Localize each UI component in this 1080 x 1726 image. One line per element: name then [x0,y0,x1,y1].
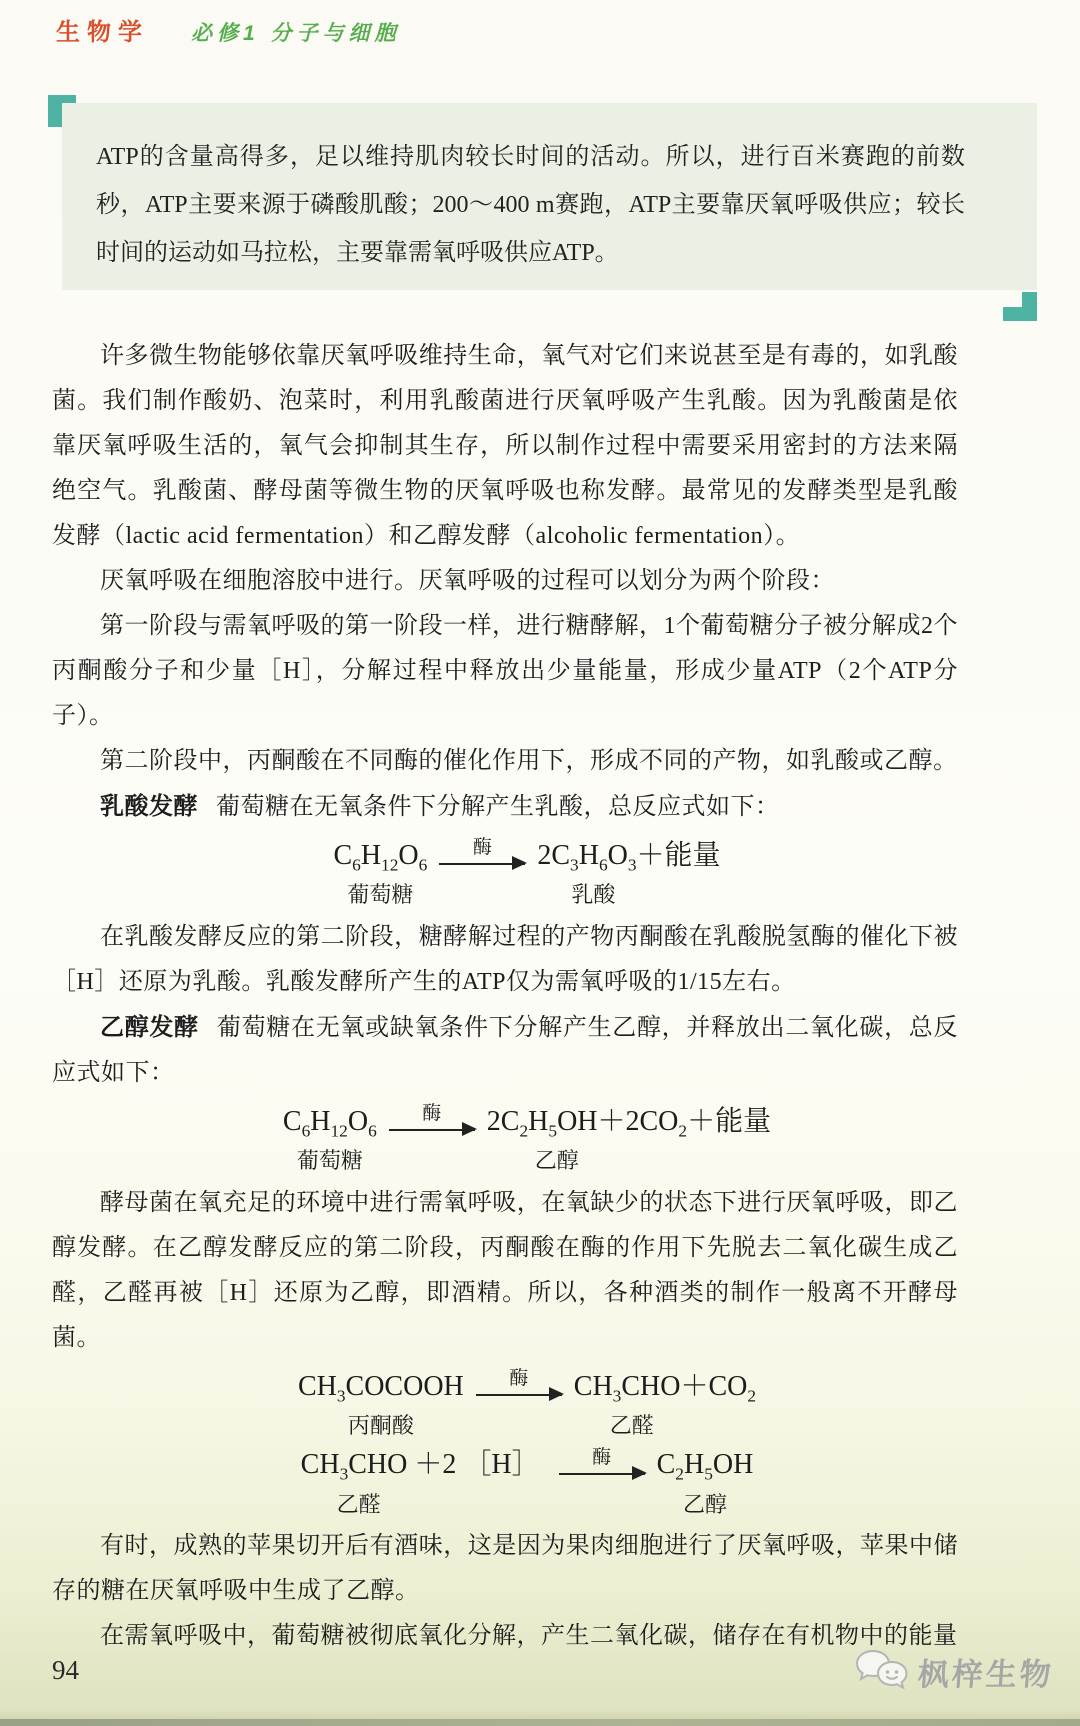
enzyme-label: 酶 [509,1367,529,1389]
arrow-shaft-icon [476,1394,562,1396]
enzyme-label: 酶 [422,1103,442,1125]
formula-label-acetaldehyde: 乙醛 [609,1412,654,1438]
chem-formula-reactant: $CH_3COCOOH$ [297,1370,464,1406]
section-lead-lactic: 乳酸发酵 [100,793,198,820]
chem-formula-product: $C_2H_5OH$ [656,1449,754,1484]
paragraph-stage-two: 第二阶段中，丙酮酸在不同酶的催化作用下，形成不同的产物，如乳酸或乙醇。 [100,748,958,774]
formula-label-lactic-acid: 乳酸 [571,882,616,908]
lactic-fermentation-text: 葡萄糖在无氧条件下分解产生乳酸，总反应式如下： [216,794,780,820]
chem-formula-product: $2C_2H_5OH+2CO_2+$能量 [486,1105,772,1141]
main-text-column [52,334,958,1659]
chem-formula-reactant: $C_6H_{12}O_6$ [333,840,428,875]
page-number: 94 [52,1655,79,1685]
module-title: 必修1 分子与细胞 [191,22,401,45]
paragraph-yeast: 酵母菌在氧充足的环境中进行需氧呼吸，在氧缺少的状态下进行厌氧呼吸，即乙醇发酵。在乙醇发酵反应的第二阶段，丙酮酸在酶的作用下先脱去二氧化碳生成乙醛，乙醛再被［H］还原为乙醇，即酒精。所以，各种酒类的制作一般离不开酵母菌。 [52,1189,958,1351]
chem-formula-reactant: $CH_3CHO +2$ ［H］ [300,1449,547,1484]
arrow-shaft-icon [559,1473,645,1475]
arrow-shaft-icon [389,1129,475,1131]
chemical-equation-lactic [74,838,980,909]
chem-formula-product: $2C_3H_6O_3+$能量 [537,840,721,875]
reaction-arrow [559,1448,645,1486]
formula-label-glucose: 葡萄糖 [296,1148,363,1174]
paragraph-lactic-fermentation [52,784,958,830]
chat-bubbles-icon [852,1648,910,1694]
highlight-box-text: ATP的含量高得多，足以维持肌肉较长时间的活动。所以，进行百米赛跑的前数秒，ATP主要来源于磷酸肌酸；200～400 m赛跑，ATP主要靠厌氧呼吸供应；较长时间的运动如马拉松，主要靠需氧呼吸供应ATP。 [96,144,965,266]
formula-label-acetaldehyde: 乙醛 [336,1491,381,1517]
paragraph-alcohol-fermentation [52,1005,958,1096]
arrow-shaft-icon [439,863,525,865]
subject-title: 生物学 [56,19,149,46]
paragraph-stage-one: 第一阶段与需氧呼吸的第一阶段一样，进行糖酵解，1个葡萄糖分子被分解成2个丙酮酸分子和少量［H］，分解过程中释放出少量能量，形成少量ATP（2个ATP分子）。 [52,613,958,729]
chemical-equation-reduction [74,1447,980,1518]
paragraph-aerobic-intro: 在需氧呼吸中，葡萄糖被彻底氧化分解，产生二氧化碳，储存在有机物中的能量 [100,1623,958,1650]
enzyme-label: 酶 [472,837,492,859]
section-lead-alcohol: 乙醇发酵 [100,1013,199,1041]
chemical-equation-alcohol [74,1104,980,1175]
formula-label-glucose: 葡萄糖 [347,882,414,908]
reaction-arrow [439,838,525,876]
reaction-arrow [389,1104,475,1142]
reaction-arrow [476,1369,562,1407]
watermark [852,1648,1054,1694]
chem-formula-reactant: $C_6H_{12}O_6$ [282,1105,377,1141]
highlight-box [62,103,1037,290]
paragraph-lactic-stage-two: 在乳酸发酵反应的第二阶段，糖酵解过程的产物丙酮酸在乳酸脱氢酶的催化下被［H］还原为乳酸。乳酸发酵所产生的ATP仅为需氧呼吸的1/15左右。 [52,923,958,995]
watermark-text: 枫梓生物 [916,1656,1056,1692]
paragraph-intro-microbes: 许多微生物能够依靠厌氧呼吸维持生命，氧气对它们来说甚至是有毒的，如乳酸菌。我们制作酸奶、泡菜时，利用乳酸菌进行厌氧呼吸产生乳酸。因为乳酸菌是依靠厌氧呼吸生活的，氧气会抑制其生存，所以制作过程中需要采用密封的方法来隔绝空气。乳酸菌、酵母菌等微生物的厌氧呼吸也称发酵。最常见的发酵类型是乳酸发酵（lactic acid fermentation）和乙醇发酵（alcoholic fermentation）。 [52,343,958,549]
paragraph-two-stages: 厌氧呼吸在细胞溶胶中进行。厌氧呼吸的过程可以划分为两个阶段： [100,568,835,594]
page-bottom-edge-decoration [0,1719,1080,1726]
formula-label-pyruvate: 丙酮酸 [347,1412,414,1438]
formula-label-ethanol: 乙醇 [682,1491,727,1517]
chemical-equation-decarboxylation [74,1369,980,1440]
box-corner-bottom-right-decoration [1003,292,1037,321]
alcohol-fermentation-text: 葡萄糖在无氧或缺氧条件下分解产生乙醇，并释放出二氧化碳，总反应式如下： [52,1014,959,1086]
page-header [56,12,401,47]
chem-formula-product: $CH_3CHO+CO_2$ [573,1370,757,1406]
paragraph-apple: 有时，成熟的苹果切开后有酒味，这是因为果肉细胞进行了厌氧呼吸，苹果中储存的糖在厌氧呼吸中生成了乙醇。 [52,1533,958,1605]
formula-label-ethanol: 乙醇 [534,1148,579,1174]
enzyme-label: 酶 [592,1446,612,1468]
